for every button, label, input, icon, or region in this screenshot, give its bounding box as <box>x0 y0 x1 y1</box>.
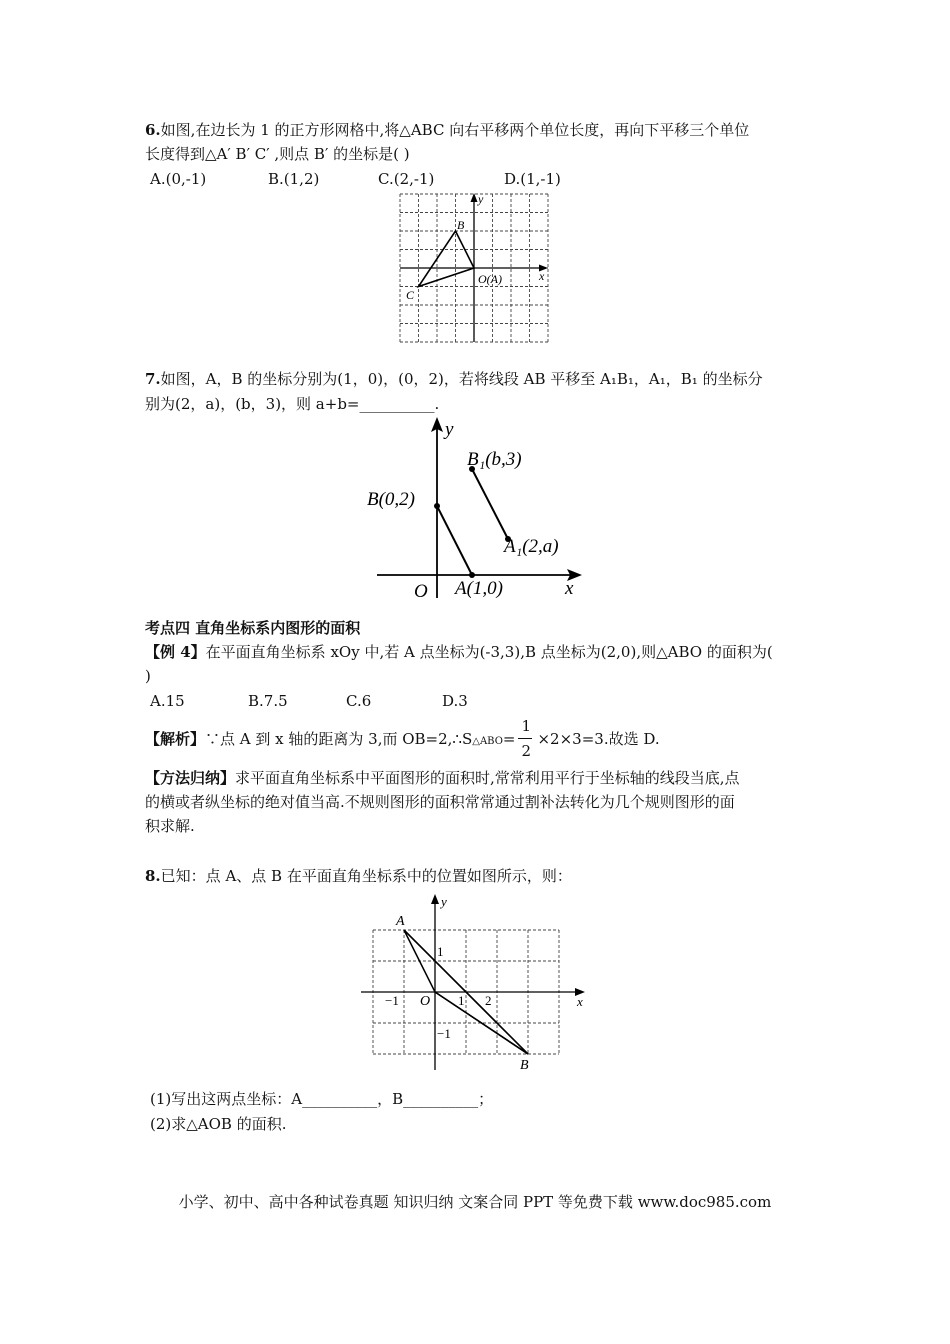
fraction-denominator: 2 <box>521 742 532 760</box>
q7-label-a1: A₁(2,a) <box>504 536 559 557</box>
example-option-a: A.15 <box>150 692 185 710</box>
analysis-text-a: ∵点 A 到 x 轴的距离为 3,而 OB=2,∴S <box>205 730 473 748</box>
q8-tick-2-x: 2 <box>485 993 492 1008</box>
q8-label-o: O <box>420 994 431 1009</box>
q8-text-1: 已知：点 A、点 B 在平面直角坐标系中的位置如图所示，则： <box>160 867 572 885</box>
example-option-c: C.6 <box>346 692 372 710</box>
q6-line1 <box>145 119 749 141</box>
q7-label-b1: B₁(b,3) <box>467 449 522 470</box>
method-text-1: 求平面直角坐标系中平面图形的面积时,常常利用平行于坐标轴的线段当底,点 <box>235 769 740 787</box>
q6-option-b: B.(1,2) <box>268 170 320 188</box>
q6-figure <box>398 192 550 344</box>
q7-label-b: B(0,2) <box>367 489 416 510</box>
q7-label-o: O <box>414 581 428 602</box>
q7-line1 <box>145 368 763 390</box>
q7-number: 7. <box>145 370 161 388</box>
q6-label-x: x <box>539 269 545 283</box>
method-line1 <box>145 767 740 789</box>
example-line2: ) <box>145 667 151 685</box>
example-options <box>150 690 468 712</box>
q6-text-1: 如图,在边长为 1 的正方形网格中,将△ABC 向右平移两个单位长度，再向下平移三个单位 <box>160 121 750 139</box>
q6-label-b: B <box>457 218 465 232</box>
analysis-text-b: ×2×3=3.故选 D. <box>537 730 660 748</box>
fraction-numerator: 1 <box>521 717 532 735</box>
q7-label-y: y <box>445 419 454 440</box>
analysis-subscript: △ABO <box>472 736 503 747</box>
q8-label-b: B <box>520 1058 529 1073</box>
analysis-fraction <box>515 717 537 760</box>
q6-option-a: A.(0,-1) <box>150 170 207 188</box>
method-label: 【方法归纳】 <box>145 769 236 787</box>
q8-tick-neg1-x: −1 <box>385 993 399 1008</box>
example-text-1: 在平面直角坐标系 xOy 中,若 A 点坐标为(-3,3),B 点坐标为(2,0),则△ABO 的面积为( <box>205 643 773 661</box>
q6-number: 6. <box>145 121 161 139</box>
q8-tick-neg1-y: −1 <box>437 1026 451 1041</box>
q7-text-1: 如图，A，B 的坐标分别为(1，0)，(0，2)，若将线段 AB 平移至 A₁B₁，A₁，B₁ 的坐标分 <box>160 370 763 388</box>
q6-triangle-abc <box>419 231 475 287</box>
q8-label-a: A <box>396 914 405 929</box>
q8-subquestion-1: (1)写出这两点坐标：A__________，B__________； <box>150 1090 494 1108</box>
q8-tick-1-y: 1 <box>437 944 444 959</box>
section-title: 考点四 直角坐标系内图形的面积 <box>145 619 361 637</box>
q6-option-d: D.(1,-1) <box>504 170 561 188</box>
q7-label-x: x <box>565 578 574 599</box>
q8-label-y: y <box>441 894 447 909</box>
q8-subquestion-2: (2)求△AOB 的面积. <box>150 1115 287 1133</box>
example-option-d: D.3 <box>442 692 468 710</box>
q6-option-c: C.(2,-1) <box>378 170 435 188</box>
analysis-label: 【解析】 <box>145 730 206 748</box>
analysis-line <box>145 717 660 760</box>
q6-options <box>150 168 561 190</box>
example-label: 【例 4】 <box>145 643 206 661</box>
q6-label-c: C <box>406 288 415 302</box>
method-line3: 积求解. <box>145 817 195 835</box>
q6-line2: 长度得到△A′ B′ C′ ,则点 B′ 的坐标是( ) <box>145 145 410 163</box>
q7-segment-a1b1 <box>472 469 508 539</box>
q7-point-b <box>434 503 440 509</box>
page-footer: 小学、初中、高中各种试卷真题 知识归纳 文案合同 PPT 等免费下载 www.doc985.com <box>178 1193 772 1211</box>
example-option-b: B.7.5 <box>248 692 288 710</box>
q7-figure <box>362 413 587 605</box>
method-line2: 的横或者纵坐标的绝对值当高.不规则图形的面积常常通过割补法转化为几个规则图形的面 <box>145 793 735 811</box>
q6-label-oa: O(A) <box>478 272 502 286</box>
q8-label-x: x <box>577 994 583 1009</box>
q7-label-a: A(1,0) <box>455 578 504 599</box>
q8-number: 8. <box>145 867 161 885</box>
example-line1 <box>145 641 773 663</box>
q6-label-y: y <box>478 192 484 206</box>
analysis-equals: = <box>502 730 516 748</box>
fraction-bar <box>518 738 532 739</box>
q8-y-arrow <box>431 894 439 904</box>
q8-tick-1-x: 1 <box>458 993 465 1008</box>
q8-line1 <box>145 865 572 887</box>
q7-line2: 别为(2，a)，(b，3)，则 a+b=__________. <box>145 395 440 413</box>
q7-segment-ab <box>437 506 472 575</box>
q8-figure <box>357 890 597 1075</box>
